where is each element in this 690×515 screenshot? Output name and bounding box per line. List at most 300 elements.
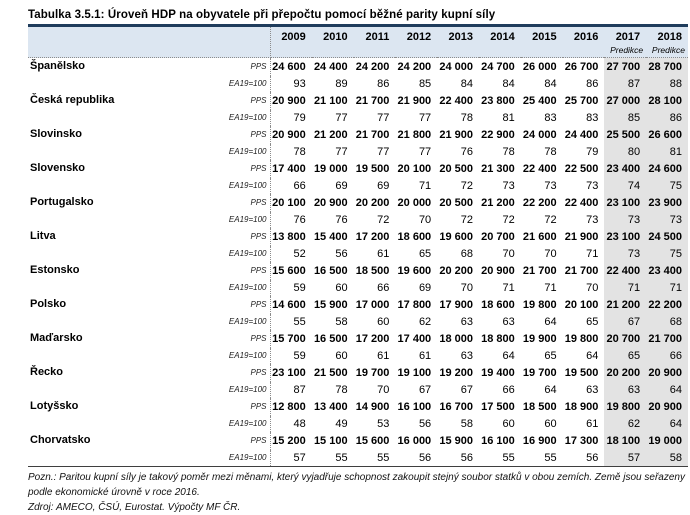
ea19-value: 56	[437, 450, 479, 467]
ea19-value: 78	[460, 111, 473, 124]
pps-value: 16 100	[481, 434, 515, 447]
ea19-value: 71	[418, 179, 432, 192]
ea19-value: 64	[586, 349, 599, 362]
table-row-pps	[28, 228, 688, 246]
pps-value: 20 700	[604, 330, 646, 348]
ea19-value: 76	[293, 213, 306, 226]
year-header-2012: 2012	[395, 26, 437, 58]
pps-value: 24 200	[397, 60, 432, 73]
row-label-cell	[28, 262, 270, 280]
predikce-label: Predikce	[651, 45, 685, 55]
ea19-value: 59	[293, 281, 306, 294]
table-row-pps	[28, 296, 688, 314]
pps-value: 23 100	[272, 366, 306, 379]
pps-value: 22 400	[439, 94, 473, 107]
pps-value: 23 800	[481, 94, 515, 107]
pps-value: 22 400	[522, 162, 557, 175]
table-row-ea19	[28, 110, 688, 127]
year-header-2010: 2010	[312, 26, 354, 58]
ea19-value: 71	[544, 281, 557, 294]
ea19-value: 53	[377, 417, 390, 430]
ea19-value: 88	[646, 76, 688, 93]
unit-label-ea19: EA19=100	[228, 316, 267, 326]
ea19-value: 81	[646, 144, 688, 161]
unit-label-pps: PPS	[250, 130, 267, 139]
unit-label-ea19: EA19=100	[228, 282, 267, 292]
table-row-pps	[28, 92, 688, 110]
ea19-value: 66	[293, 179, 306, 192]
pps-value: 21 900	[439, 128, 473, 141]
ea19-value: 65	[418, 247, 432, 260]
row-label-cell	[28, 296, 270, 314]
pps-value: 20 900	[272, 128, 306, 141]
pps-value: 21 700	[355, 94, 390, 107]
ea19-value: 84	[544, 77, 557, 90]
ea19-value: 65	[604, 348, 646, 365]
table-row-pps	[28, 160, 688, 178]
ea19-value: 65	[586, 315, 599, 328]
pps-value: 19 000	[646, 432, 688, 450]
ea19-value: 63	[460, 349, 473, 362]
country-name: Slovinsko	[30, 128, 82, 140]
table-row-pps	[28, 330, 688, 348]
pps-value: 16 500	[313, 264, 348, 277]
country-name: Česká republika	[30, 94, 115, 106]
unit-label-pps: PPS	[250, 334, 267, 343]
pps-value: 19 900	[522, 332, 557, 345]
ea19-value: 78	[335, 383, 348, 396]
pps-value: 13 800	[272, 230, 306, 243]
ea19-value: 77	[335, 111, 348, 124]
ea19-value: 78	[293, 145, 306, 158]
ea19-value: 55	[312, 450, 354, 467]
table-row-ea19	[28, 314, 688, 331]
note-zdroj: Zdroj: AMECO, ČSÚ, Eurostat. Výpočty MF ČR.	[28, 502, 241, 513]
ea19-value: 79	[586, 145, 599, 158]
year-header-2011: 2011	[354, 26, 396, 58]
pps-value: 17 200	[355, 230, 390, 243]
ea19-value: 72	[377, 213, 390, 226]
pps-value: 19 600	[397, 264, 432, 277]
ea19-value: 61	[586, 417, 599, 430]
pps-value: 24 200	[355, 60, 390, 73]
pps-value: 20 000	[397, 196, 432, 209]
ea19-value: 72	[544, 213, 557, 226]
pps-value: 25 700	[564, 94, 599, 107]
ea19-value: 75	[646, 246, 688, 263]
year-header-2009: 2009	[270, 26, 312, 58]
ea19-value: 83	[586, 111, 599, 124]
pps-value: 19 500	[355, 162, 390, 175]
unit-label-ea19: EA19=100	[228, 452, 267, 462]
ea19-value: 73	[586, 213, 599, 226]
pps-value: 18 900	[564, 400, 599, 413]
ea19-value: 78	[502, 145, 515, 158]
pps-value: 16 700	[439, 400, 473, 413]
ea19-value: 65	[544, 349, 557, 362]
pps-value: 18 100	[604, 432, 646, 450]
table-row-pps	[28, 364, 688, 382]
row-label-cell	[28, 144, 270, 161]
ea19-value: 58	[335, 315, 348, 328]
ea19-value: 60	[377, 315, 390, 328]
ea19-value: 69	[335, 179, 348, 192]
ea19-value: 63	[460, 315, 473, 328]
table-row-ea19	[28, 280, 688, 297]
ea19-value: 84	[502, 77, 515, 90]
pps-value: 21 200	[481, 196, 515, 209]
ea19-value: 76	[460, 145, 473, 158]
row-label-cell	[28, 398, 270, 416]
pps-value: 17 400	[272, 162, 306, 175]
ea19-value: 55	[479, 450, 521, 467]
table-header	[28, 26, 688, 58]
pps-value: 27 000	[604, 92, 646, 110]
unit-label-pps: PPS	[250, 266, 267, 275]
pps-value: 26 000	[522, 60, 557, 73]
pps-value: 16 000	[397, 434, 432, 447]
ea19-value: 79	[293, 111, 306, 124]
row-label-cell	[28, 194, 270, 212]
ea19-value: 62	[418, 315, 432, 328]
unit-label-pps: PPS	[250, 164, 267, 173]
ea19-value: 63	[604, 382, 646, 399]
row-label-cell	[28, 348, 270, 365]
pps-value: 21 700	[522, 264, 557, 277]
pps-value: 17 400	[397, 332, 432, 345]
pps-value: 20 700	[481, 230, 515, 243]
unit-label-pps: PPS	[250, 198, 267, 207]
pps-value: 22 200	[522, 196, 557, 209]
pps-value: 24 600	[646, 160, 688, 178]
year-header-2013: 2013	[437, 26, 479, 58]
pps-value: 20 100	[397, 162, 432, 175]
ea19-value: 77	[418, 111, 432, 124]
pps-value: 25 500	[604, 126, 646, 144]
ea19-value: 68	[646, 314, 688, 331]
ea19-value: 64	[502, 349, 515, 362]
pps-value: 23 100	[604, 194, 646, 212]
pps-value: 23 100	[604, 228, 646, 246]
ea19-value: 74	[604, 178, 646, 195]
pps-value: 14 900	[355, 400, 390, 413]
row-label-cell	[28, 126, 270, 144]
predikce-label: Predikce	[610, 45, 644, 55]
ea19-value: 70	[418, 213, 432, 226]
pps-value: 20 200	[604, 364, 646, 382]
unit-label-ea19: EA19=100	[228, 214, 267, 224]
pps-value: 21 700	[355, 128, 390, 141]
pps-value: 17 800	[397, 298, 432, 311]
ea19-value: 73	[544, 179, 557, 192]
year-header-2016: 2016	[563, 26, 605, 58]
year-header-2017: 2017 Predikce	[604, 26, 646, 58]
pps-value: 20 100	[564, 298, 599, 311]
note-pozn: Pozn.: Paritou kupní síly je takový poměr mezi měnami, který vyjadřuje schopnost zakoupit stejný soubor statků v obou zemích. Země jsou seřazeny podle ekonomické úrovně v roce 2016.	[28, 472, 685, 498]
ea19-value: 48	[293, 417, 306, 430]
pps-value: 20 200	[439, 264, 473, 277]
country-name: Litva	[30, 230, 56, 242]
pps-value: 26 600	[646, 126, 688, 144]
pps-value: 16 100	[397, 400, 432, 413]
pps-value: 20 900	[646, 364, 688, 382]
pps-value: 18 600	[481, 298, 515, 311]
unit-label-ea19: EA19=100	[228, 248, 267, 258]
pps-value: 15 900	[313, 298, 348, 311]
pps-value: 24 000	[439, 60, 473, 73]
ea19-value: 71	[604, 280, 646, 297]
table-row-ea19	[28, 348, 688, 365]
ea19-value: 85	[418, 77, 432, 90]
country-name: Lotyšsko	[30, 400, 79, 412]
unit-label-pps: PPS	[250, 402, 267, 411]
pps-value: 15 900	[439, 434, 473, 447]
ea19-value: 67	[604, 314, 646, 331]
pps-value: 18 600	[397, 230, 432, 243]
ea19-value: 80	[604, 144, 646, 161]
country-name: Polsko	[30, 298, 67, 310]
ea19-value: 83	[544, 111, 557, 124]
table-row-pps	[28, 398, 688, 416]
ea19-value: 66	[646, 348, 688, 365]
ea19-value: 70	[544, 247, 557, 260]
ea19-value: 73	[502, 179, 515, 192]
unit-label-ea19: EA19=100	[228, 78, 267, 88]
pps-value: 15 600	[355, 434, 390, 447]
pps-value: 19 700	[522, 366, 557, 379]
ea19-value: 64	[646, 382, 688, 399]
row-label-cell	[28, 364, 270, 382]
unit-label-ea19: EA19=100	[228, 384, 267, 394]
row-label-cell	[28, 416, 270, 433]
ea19-value: 56	[335, 247, 348, 260]
ea19-value: 64	[646, 416, 688, 433]
pps-value: 21 200	[313, 128, 348, 141]
pps-value: 15 600	[272, 264, 306, 277]
pps-value: 19 100	[397, 366, 432, 379]
ea19-value: 86	[586, 77, 599, 90]
ea19-value: 76	[335, 213, 348, 226]
ea19-value: 73	[586, 179, 599, 192]
pps-value: 17 500	[481, 400, 515, 413]
ea19-value: 86	[377, 77, 390, 90]
gdp-per-capita-table	[28, 24, 688, 467]
row-label-cell	[28, 178, 270, 195]
ea19-value: 57	[604, 450, 646, 467]
ea19-value: 77	[377, 145, 390, 158]
pps-value: 17 900	[439, 298, 473, 311]
table-title: Tabulka 3.5.1: Úroveň HDP na obyvatele při přepočtu pomocí běžné parity kupní síly	[28, 9, 496, 21]
year-header-2014: 2014	[479, 26, 521, 58]
table-row-pps	[28, 194, 688, 212]
pps-value: 19 800	[522, 298, 557, 311]
ea19-value: 87	[604, 76, 646, 93]
unit-label-ea19: EA19=100	[228, 146, 267, 156]
row-label-cell	[28, 76, 270, 93]
pps-value: 19 600	[439, 230, 473, 243]
ea19-value: 63	[586, 383, 599, 396]
pps-value: 24 400	[313, 60, 348, 73]
ea19-value: 75	[646, 178, 688, 195]
ea19-value: 61	[377, 349, 390, 362]
pps-value: 21 800	[397, 128, 432, 141]
table-body	[28, 58, 688, 467]
row-label-cell	[28, 432, 270, 450]
pps-value: 19 500	[564, 366, 599, 379]
unit-label-ea19: EA19=100	[228, 112, 267, 122]
ea19-value: 72	[460, 213, 473, 226]
pps-value: 20 500	[439, 162, 473, 175]
pps-value: 21 900	[397, 94, 432, 107]
ea19-value: 49	[335, 417, 348, 430]
ea19-value: 71	[646, 280, 688, 297]
ea19-value: 56	[418, 417, 432, 430]
pps-value: 17 200	[355, 332, 390, 345]
pps-value: 20 500	[439, 196, 473, 209]
pps-value: 21 200	[604, 296, 646, 314]
ea19-value: 63	[502, 315, 515, 328]
unit-label-pps: PPS	[250, 62, 267, 71]
pps-value: 21 500	[313, 366, 348, 379]
pps-value: 19 200	[439, 366, 473, 379]
pps-value: 21 700	[646, 330, 688, 348]
pps-value: 19 000	[313, 162, 348, 175]
pps-value: 26 700	[564, 60, 599, 73]
pps-value: 15 200	[272, 434, 306, 447]
ea19-value: 60	[544, 417, 557, 430]
row-label-cell	[28, 110, 270, 127]
pps-value: 18 500	[355, 264, 390, 277]
pps-value: 20 900	[272, 94, 306, 107]
row-label-cell	[28, 228, 270, 246]
pps-value: 22 900	[481, 128, 515, 141]
country-name: Slovensko	[30, 162, 86, 174]
row-label-cell	[28, 314, 270, 331]
ea19-value: 60	[335, 349, 348, 362]
table-row-ea19	[28, 144, 688, 161]
ea19-value: 64	[544, 383, 557, 396]
table-row-pps	[28, 432, 688, 450]
year-header-2015: 2015	[521, 26, 563, 58]
pps-value: 20 900	[313, 196, 348, 209]
ea19-value: 73	[646, 212, 688, 229]
pps-value: 18 500	[522, 400, 557, 413]
unit-label-ea19: EA19=100	[228, 180, 267, 190]
ea19-value: 68	[460, 247, 473, 260]
pps-value: 19 400	[481, 366, 515, 379]
row-label-cell	[28, 450, 270, 467]
ea19-value: 56	[395, 450, 437, 467]
row-label-cell	[28, 160, 270, 178]
table-row-ea19	[28, 212, 688, 229]
unit-label-ea19: EA19=100	[228, 350, 267, 360]
pps-value: 15 400	[313, 230, 348, 243]
unit-label-pps: PPS	[250, 368, 267, 377]
ea19-value: 61	[418, 349, 432, 362]
pps-value: 23 400	[646, 262, 688, 280]
country-name: Portugalsko	[30, 196, 94, 208]
country-name: Estonsko	[30, 264, 80, 276]
row-label-cell	[28, 330, 270, 348]
pps-value: 19 700	[355, 366, 390, 379]
pps-value: 18 800	[481, 332, 515, 345]
unit-label-pps: PPS	[250, 232, 267, 241]
pps-value: 13 400	[313, 400, 348, 413]
ea19-value: 69	[377, 179, 390, 192]
pps-value: 20 100	[272, 196, 306, 209]
pps-value: 22 500	[564, 162, 599, 175]
pps-value: 19 800	[604, 398, 646, 416]
pps-value: 15 100	[313, 434, 348, 447]
ea19-value: 64	[544, 315, 557, 328]
pps-value: 25 400	[522, 94, 557, 107]
ea19-value: 73	[604, 246, 646, 263]
ea19-value: 72	[460, 179, 473, 192]
row-label-cell	[28, 246, 270, 263]
ea19-value: 55	[354, 450, 396, 467]
ea19-value: 69	[418, 281, 432, 294]
pps-value: 20 900	[481, 264, 515, 277]
pps-value: 22 400	[564, 196, 599, 209]
ea19-value: 55	[521, 450, 563, 467]
ea19-value: 66	[377, 281, 390, 294]
pps-value: 27 700	[604, 58, 646, 76]
ea19-value: 71	[586, 247, 599, 260]
ea19-value: 89	[335, 77, 348, 90]
pps-value: 17 000	[355, 298, 390, 311]
row-label-cell	[28, 58, 270, 76]
pps-value: 21 900	[564, 230, 599, 243]
ea19-value: 57	[270, 450, 312, 467]
ea19-value: 70	[377, 383, 390, 396]
pps-value: 20 200	[355, 196, 390, 209]
pps-value: 23 900	[646, 194, 688, 212]
ea19-value: 70	[460, 281, 473, 294]
ea19-value: 93	[293, 77, 306, 90]
ea19-value: 55	[293, 315, 306, 328]
year-header-2018: 2018 Predikce	[646, 26, 688, 58]
table-row-ea19	[28, 382, 688, 399]
pps-value: 21 700	[564, 264, 599, 277]
ea19-value: 58	[646, 450, 688, 467]
country-name: Maďarsko	[30, 332, 83, 344]
pps-value: 19 800	[564, 332, 599, 345]
ea19-value: 78	[544, 145, 557, 158]
pps-value: 24 600	[272, 60, 306, 73]
pps-value: 14 600	[272, 298, 306, 311]
ea19-value: 67	[460, 383, 473, 396]
pps-value: 16 500	[313, 332, 348, 345]
table-row-pps	[28, 58, 688, 76]
ea19-value: 59	[293, 349, 306, 362]
pps-value: 28 100	[646, 92, 688, 110]
ea19-value: 72	[502, 213, 515, 226]
ea19-value: 71	[502, 281, 515, 294]
ea19-value: 81	[502, 111, 515, 124]
ea19-value: 60	[502, 417, 515, 430]
pps-value: 23 400	[604, 160, 646, 178]
country-name: Chorvatsko	[30, 434, 91, 446]
ea19-value: 77	[335, 145, 348, 158]
country-name: Španělsko	[30, 60, 86, 72]
unit-label-ea19: EA19=100	[228, 418, 267, 428]
row-label-cell	[28, 92, 270, 110]
pps-value: 24 500	[646, 228, 688, 246]
ea19-value: 70	[586, 281, 599, 294]
pps-value: 22 400	[604, 262, 646, 280]
pps-value: 20 900	[646, 398, 688, 416]
pps-value: 18 000	[439, 332, 473, 345]
